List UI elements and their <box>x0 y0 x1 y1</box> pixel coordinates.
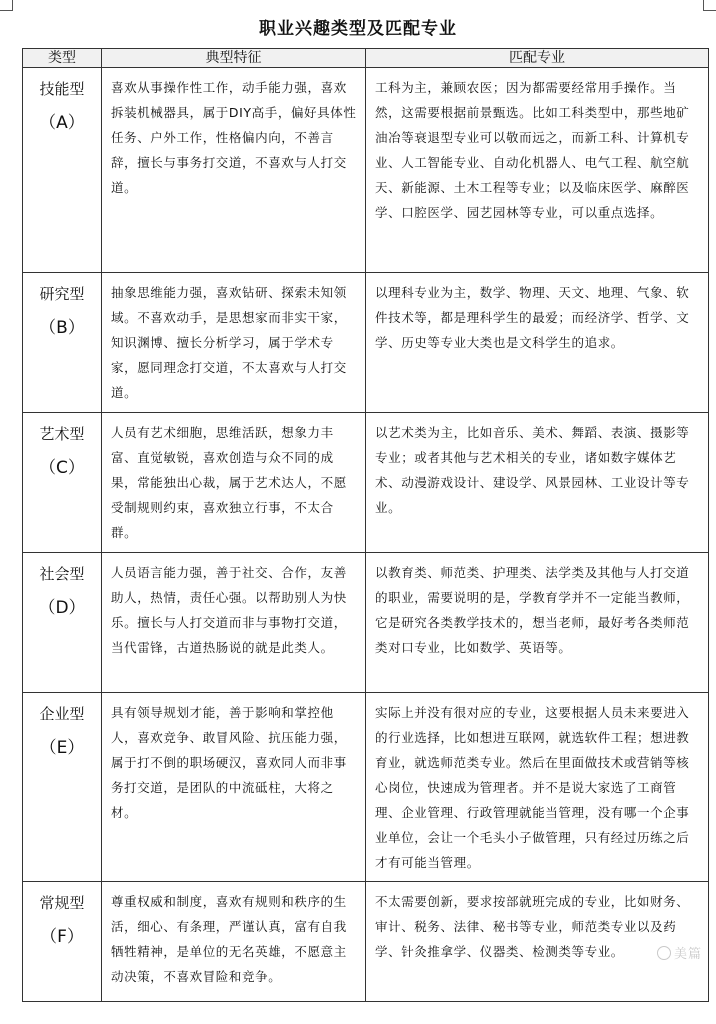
type-name: 社会型 <box>39 565 85 583</box>
type-code: （E） <box>39 738 85 758</box>
major-cell: 以教育类、师范类、护理类、法学类及其他与人打交道的职业，需要说明的是，学教育学并不一定能当教师，它是研究各类教学技术的，想当老师，最好考各类师范类对口专业，比如数学、英语等。 <box>366 553 709 693</box>
type-cell <box>23 68 102 273</box>
type-name: 艺术型 <box>39 425 85 443</box>
header-major: 匹配专业 <box>366 49 709 68</box>
interest-type-table <box>22 48 709 1002</box>
type-cell <box>23 413 102 553</box>
feature-cell: 人员有艺术细胞，思维活跃，想象力丰富、直觉敏锐，喜欢创造与众不同的成果，常能独出心裁，属于艺术达人，不愿受制规则约束，喜欢独立行事，不太合群。 <box>102 413 366 553</box>
corner-mark-left <box>0 0 13 11</box>
corner-mark-right <box>703 0 716 11</box>
feature-cell: 人员语言能力强，善于社交、合作，友善助人，热情，责任心强。以帮助别人为快乐。擅长与人打交道而非与事物打交道，当代雷锋，古道热肠说的就是此类人。 <box>102 553 366 693</box>
type-name: 研究型 <box>39 285 85 303</box>
type-name: 技能型 <box>39 80 85 98</box>
type-name: 企业型 <box>39 705 85 723</box>
table-row <box>23 413 709 553</box>
type-code: （B） <box>39 318 85 338</box>
major-cell: 工科为主，兼顾农医；因为都需要经常用手操作。当然，这需要根据前景甄选。比如工科类型中，那些地矿油冶等衰退型专业可以敬而远之，而新工科、计算机专业、人工智能专业、自动化机器人、电气工程、航空航天、新能源、土木工程等专业；以及临床医学、麻醉医学、口腔医学、园艺园林等专业，可以重点选择。 <box>366 68 709 273</box>
table-row <box>23 68 709 273</box>
major-cell: 实际上并没有很对应的专业，这要根据人员未来要进入的行业选择，比如想进互联网，就选软件工程；想进教育业，就选师范类专业。然后在里面做技术或营销等核心岗位，快速成为管理者。并不是说大家选了工商管理、企业管理、行政管理就能当管理，没有哪一个企事业单位，会让一个毛头小子做管理，只有经过历练之后才有可能当管理。 <box>366 693 709 882</box>
type-cell <box>23 882 102 1002</box>
watermark <box>657 943 702 962</box>
table-row <box>23 273 709 413</box>
header-type: 类型 <box>23 49 102 68</box>
type-code: （F） <box>40 927 84 947</box>
feature-cell: 具有领导规划才能，善于影响和掌控他人，喜欢竞争、敢冒风险、抗压能力强，属于打不倒的职场硬汉，喜欢同人而非事务打交道，是团队的中流砥柱，大将之材。 <box>102 693 366 882</box>
type-code: （A） <box>39 113 85 133</box>
feature-cell: 尊重权威和制度，喜欢有规则和秩序的生活，细心、有条理，严谨认真，富有自我牺牲精神，是单位的无名英雄，不愿意主动决策，不喜欢冒险和竞争。 <box>102 882 366 1002</box>
type-code: （C） <box>39 458 85 478</box>
header-feature: 典型特征 <box>102 49 366 68</box>
table-header-row <box>23 49 709 68</box>
type-cell <box>23 273 102 413</box>
watermark-logo-icon <box>657 946 671 960</box>
document-title: 职业兴趣类型及匹配专业 <box>259 19 457 39</box>
major-cell: 以理科专业为主，数学、物理、天文、地理、气象、软件技术等，都是理科学生的最爱；而经济学、哲学、文学、历史等专业大类也是文科学生的追求。 <box>366 273 709 413</box>
type-name: 常规型 <box>39 894 85 912</box>
table-row <box>23 693 709 882</box>
watermark-text: 美篇 <box>673 947 702 962</box>
table-row <box>23 553 709 693</box>
table-row <box>23 882 709 1002</box>
type-cell <box>23 553 102 693</box>
feature-cell: 抽象思维能力强，喜欢钻研、探索未知领域。不喜欢动手，是思想家而非实干家，知识渊博、擅长分析学习，属于学术专家，愿同理念打交道，不太喜欢与人打交道。 <box>102 273 366 413</box>
major-cell: 不太需要创新，要求按部就班完成的专业，比如财务、审计、税务、法律、秘书等专业，师范类专业以及药学、针灸推拿学、仪器类、检测类等专业。 <box>366 882 709 1002</box>
type-cell <box>23 693 102 882</box>
major-cell: 以艺术类为主，比如音乐、美术、舞蹈、表演、摄影等专业；或者其他与艺术相关的专业，诸如数字媒体艺术、动漫游戏设计、建设学、风景园林、工业设计等专业。 <box>366 413 709 553</box>
type-code: （D） <box>38 598 86 618</box>
feature-cell: 喜欢从事操作性工作，动手能力强，喜欢拆装机械器具，属于DIY高手，偏好具体性任务、户外工作，性格偏内向，不善言辞，擅长与事务打交道，不喜欢与人打交道。 <box>102 68 366 273</box>
